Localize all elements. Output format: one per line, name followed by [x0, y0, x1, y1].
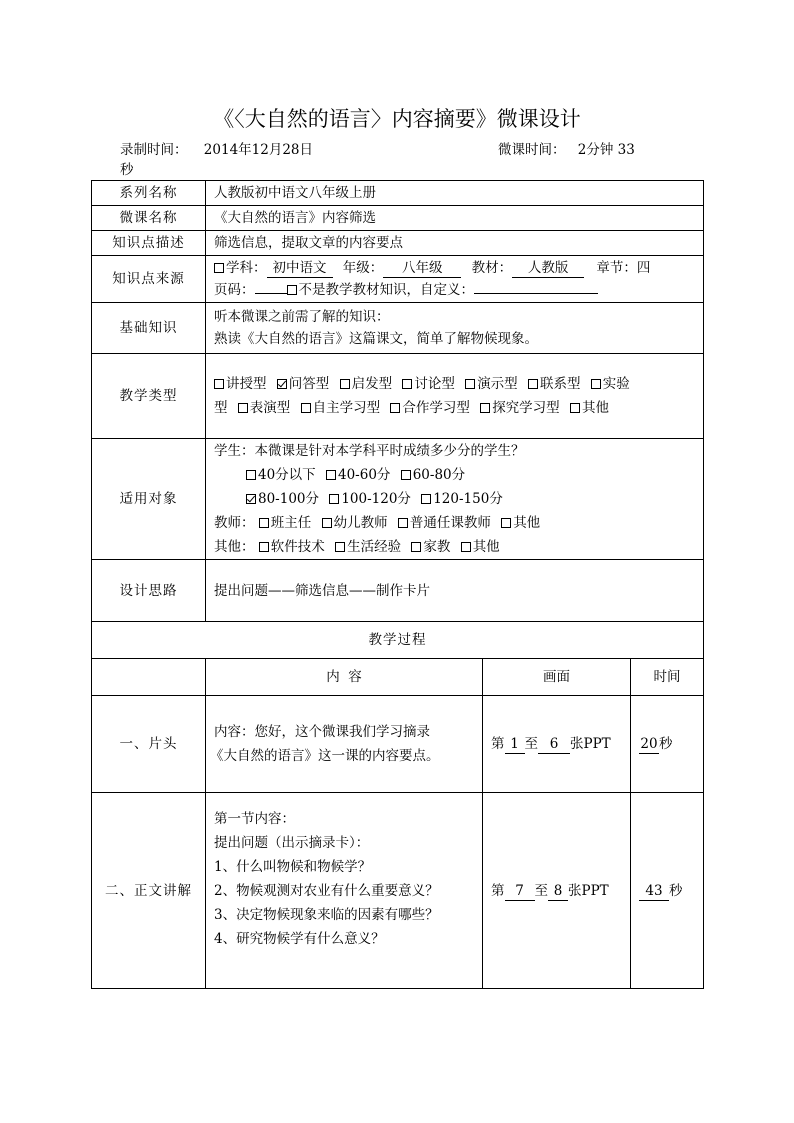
ppt-from: 7	[505, 883, 535, 901]
lesson-label: 微课名称	[92, 206, 206, 231]
row-type	[92, 354, 704, 439]
time-value: 43	[639, 883, 669, 901]
basics-content	[206, 303, 704, 354]
checkbox-icon[interactable]	[214, 379, 224, 389]
desc-value: 筛选信息，提取文章的内容要点	[206, 231, 704, 256]
type-option: 联系型	[539, 376, 581, 392]
row-intro	[92, 696, 704, 793]
main-line: 第一节内容：	[214, 811, 295, 827]
intro-time	[631, 696, 704, 793]
audience-content	[206, 439, 704, 560]
book-label: 教材：	[471, 260, 513, 276]
type-option: 表演型	[249, 400, 291, 416]
teacher-option: 普通任课教师	[409, 515, 491, 531]
type-option: 讨论型	[414, 376, 455, 392]
record-time-value: 2014年12月28日	[203, 142, 314, 158]
teacher-option: 班主任	[270, 515, 312, 531]
row-lesson	[92, 206, 704, 231]
checkbox-icon[interactable]	[591, 379, 601, 389]
checkbox-icon[interactable]	[322, 518, 332, 528]
series-value: 人教版初中语文八年级上册	[206, 181, 704, 206]
type-option: 启发型	[351, 376, 393, 392]
design-label: 设计思路	[92, 560, 206, 622]
main-label: 二、正文讲解	[92, 793, 206, 989]
basics-line1: 听本微课之前需了解的知识：	[214, 309, 390, 325]
row-audience	[92, 439, 704, 560]
time-value: 20	[640, 736, 658, 752]
type-option: 演示型	[477, 376, 518, 392]
book-value: 人教版	[512, 260, 584, 278]
checked-checkbox-icon[interactable]	[246, 494, 256, 504]
checkbox-icon[interactable]	[246, 470, 256, 480]
subject-value: 初中语文	[267, 260, 333, 278]
lesson-value: 《大自然的语言》内容筛选	[206, 206, 704, 231]
other-label: 其他：	[214, 539, 255, 555]
ppt-to: 6	[538, 736, 570, 754]
checkbox-icon[interactable]	[401, 470, 411, 480]
other-option: 其他	[472, 539, 500, 555]
time-unit: 秒	[669, 882, 683, 899]
checkbox-icon[interactable]	[326, 470, 336, 480]
ppt-mid: 至	[534, 882, 548, 899]
checkbox-icon[interactable]	[335, 542, 345, 552]
main-line: 1、什么叫物候和物候学？	[214, 859, 372, 875]
ppt-prefix: 第	[491, 736, 505, 752]
main-line: 提出问题（出示摘录卡）：	[214, 835, 370, 851]
checkbox-icon[interactable]	[390, 403, 400, 413]
subject-label: 学科：	[226, 260, 267, 276]
page-label: 页码：	[214, 282, 255, 298]
audience-question: 学生：本微课是针对本学科平时成绩多少分的学生？	[214, 443, 525, 459]
main-line: 2、物候观测对农业有什么重要意义？	[214, 883, 439, 899]
intro-label: 一、片头	[92, 696, 206, 793]
checkbox-icon[interactable]	[329, 494, 339, 504]
time-unit: 秒	[659, 736, 673, 752]
row-design	[92, 560, 704, 622]
basics-line2: 熟读《大自然的语言》这篇课文，简单了解物候现象。	[214, 331, 538, 347]
row-desc	[92, 231, 704, 256]
source-label: 知识点来源	[92, 256, 206, 303]
not-textbook-label: 不是教学教材知识，自定义：	[298, 282, 474, 298]
row-process	[92, 622, 704, 659]
grade-value: 八年级	[383, 260, 461, 278]
header-screen: 画面	[483, 659, 631, 696]
main-content	[206, 793, 483, 989]
process-heading: 教学过程	[92, 622, 704, 659]
custom-field[interactable]	[474, 293, 598, 294]
intro-content	[206, 696, 483, 793]
lesson-design-table	[91, 180, 704, 989]
checkbox-icon[interactable]	[480, 403, 490, 413]
record-time-label: 录制时间：	[120, 142, 188, 158]
ppt-prefix: 第	[491, 882, 505, 899]
intro-line1: 内容：您好，这个微课我们学习摘录	[214, 724, 430, 740]
duration-unit: 秒	[120, 162, 134, 178]
ppt-mid: 至	[524, 736, 538, 752]
header-time: 时间	[631, 659, 704, 696]
other-option: 软件技术	[270, 539, 325, 555]
main-line: 4、研究物候学有什么意义？	[214, 931, 385, 947]
teacher-option: 其他	[513, 515, 541, 531]
checkbox-icon[interactable]	[501, 518, 511, 528]
score-option: 40分以下	[258, 467, 316, 483]
type-option: 实验	[602, 376, 630, 392]
row-source	[92, 256, 704, 303]
record-time	[120, 140, 313, 160]
audience-label: 适用对象	[92, 439, 206, 560]
checkbox-icon[interactable]	[287, 285, 297, 295]
teacher-option: 幼儿教师	[333, 515, 388, 531]
chapter-value: 四	[636, 260, 651, 276]
main-screen	[483, 793, 631, 989]
score-option: 120-150分	[433, 491, 503, 507]
type-option: 其他	[581, 400, 609, 416]
checkbox-icon[interactable]	[398, 518, 408, 528]
checkbox-icon[interactable]	[402, 379, 412, 389]
type-option-cont: 型	[214, 400, 228, 416]
checkbox-icon[interactable]	[461, 542, 471, 552]
chapter-label: 章节：	[596, 260, 637, 276]
checkbox-icon[interactable]	[570, 403, 580, 413]
desc-label: 知识点描述	[92, 231, 206, 256]
ppt-suffix: 张PPT	[570, 736, 611, 752]
checkbox-icon[interactable]	[259, 518, 269, 528]
score-option: 80-100分	[258, 491, 320, 507]
type-option: 问答型	[288, 376, 330, 392]
checkbox-icon[interactable]	[465, 379, 475, 389]
other-option: 家教	[423, 539, 451, 555]
checkbox-icon[interactable]	[340, 379, 350, 389]
score-option: 100-120分	[341, 491, 411, 507]
checkbox-icon[interactable]	[259, 542, 269, 552]
teacher-label: 教师：	[214, 515, 255, 531]
basics-label: 基础知识	[92, 303, 206, 354]
duration-label: 微课时间：	[498, 142, 566, 158]
row-header	[92, 659, 704, 696]
duration-value: 2分钟 33	[577, 142, 635, 158]
score-option: 60-80分	[412, 467, 466, 483]
design-value: 提出问题——筛选信息——制作卡片	[206, 560, 704, 622]
row-series	[92, 181, 704, 206]
header-content: 内 容	[206, 659, 483, 696]
type-option: 自主学习型	[312, 400, 381, 416]
checkbox-icon[interactable]	[411, 542, 421, 552]
row-basics	[92, 303, 704, 354]
duration	[498, 140, 635, 160]
ppt-from: 1	[505, 736, 525, 754]
type-label: 教学类型	[92, 354, 206, 439]
grade-label: 年级：	[342, 260, 384, 276]
page-field[interactable]	[255, 293, 287, 294]
main-time	[631, 793, 704, 989]
checked-checkbox-icon[interactable]	[277, 379, 287, 389]
row-main	[92, 793, 704, 989]
intro-line2: 《大自然的语言》这一课的内容要点。	[210, 748, 440, 764]
score-option: 40-60分	[337, 467, 391, 483]
type-option: 合作学习型	[402, 400, 470, 416]
type-option: 讲授型	[226, 376, 267, 392]
checkbox-icon[interactable]	[528, 379, 538, 389]
series-label: 系列名称	[92, 181, 206, 206]
checkbox-icon[interactable]	[214, 263, 224, 273]
type-options	[206, 354, 704, 439]
type-option: 探究学习型	[492, 400, 560, 416]
page-title: 《〈大自然的语言〉内容摘要》微课设计	[213, 107, 581, 131]
checkbox-icon[interactable]	[301, 403, 311, 413]
ppt-to: 8	[548, 883, 568, 901]
checkbox-icon[interactable]	[238, 403, 248, 413]
source-content	[206, 256, 704, 303]
main-line: 3、决定物候现象来临的因素有哪些？	[214, 907, 439, 923]
intro-screen	[483, 696, 631, 793]
other-option: 生活经验	[347, 539, 402, 555]
ppt-suffix: 张PPT	[568, 882, 609, 899]
checkbox-icon[interactable]	[421, 494, 431, 504]
